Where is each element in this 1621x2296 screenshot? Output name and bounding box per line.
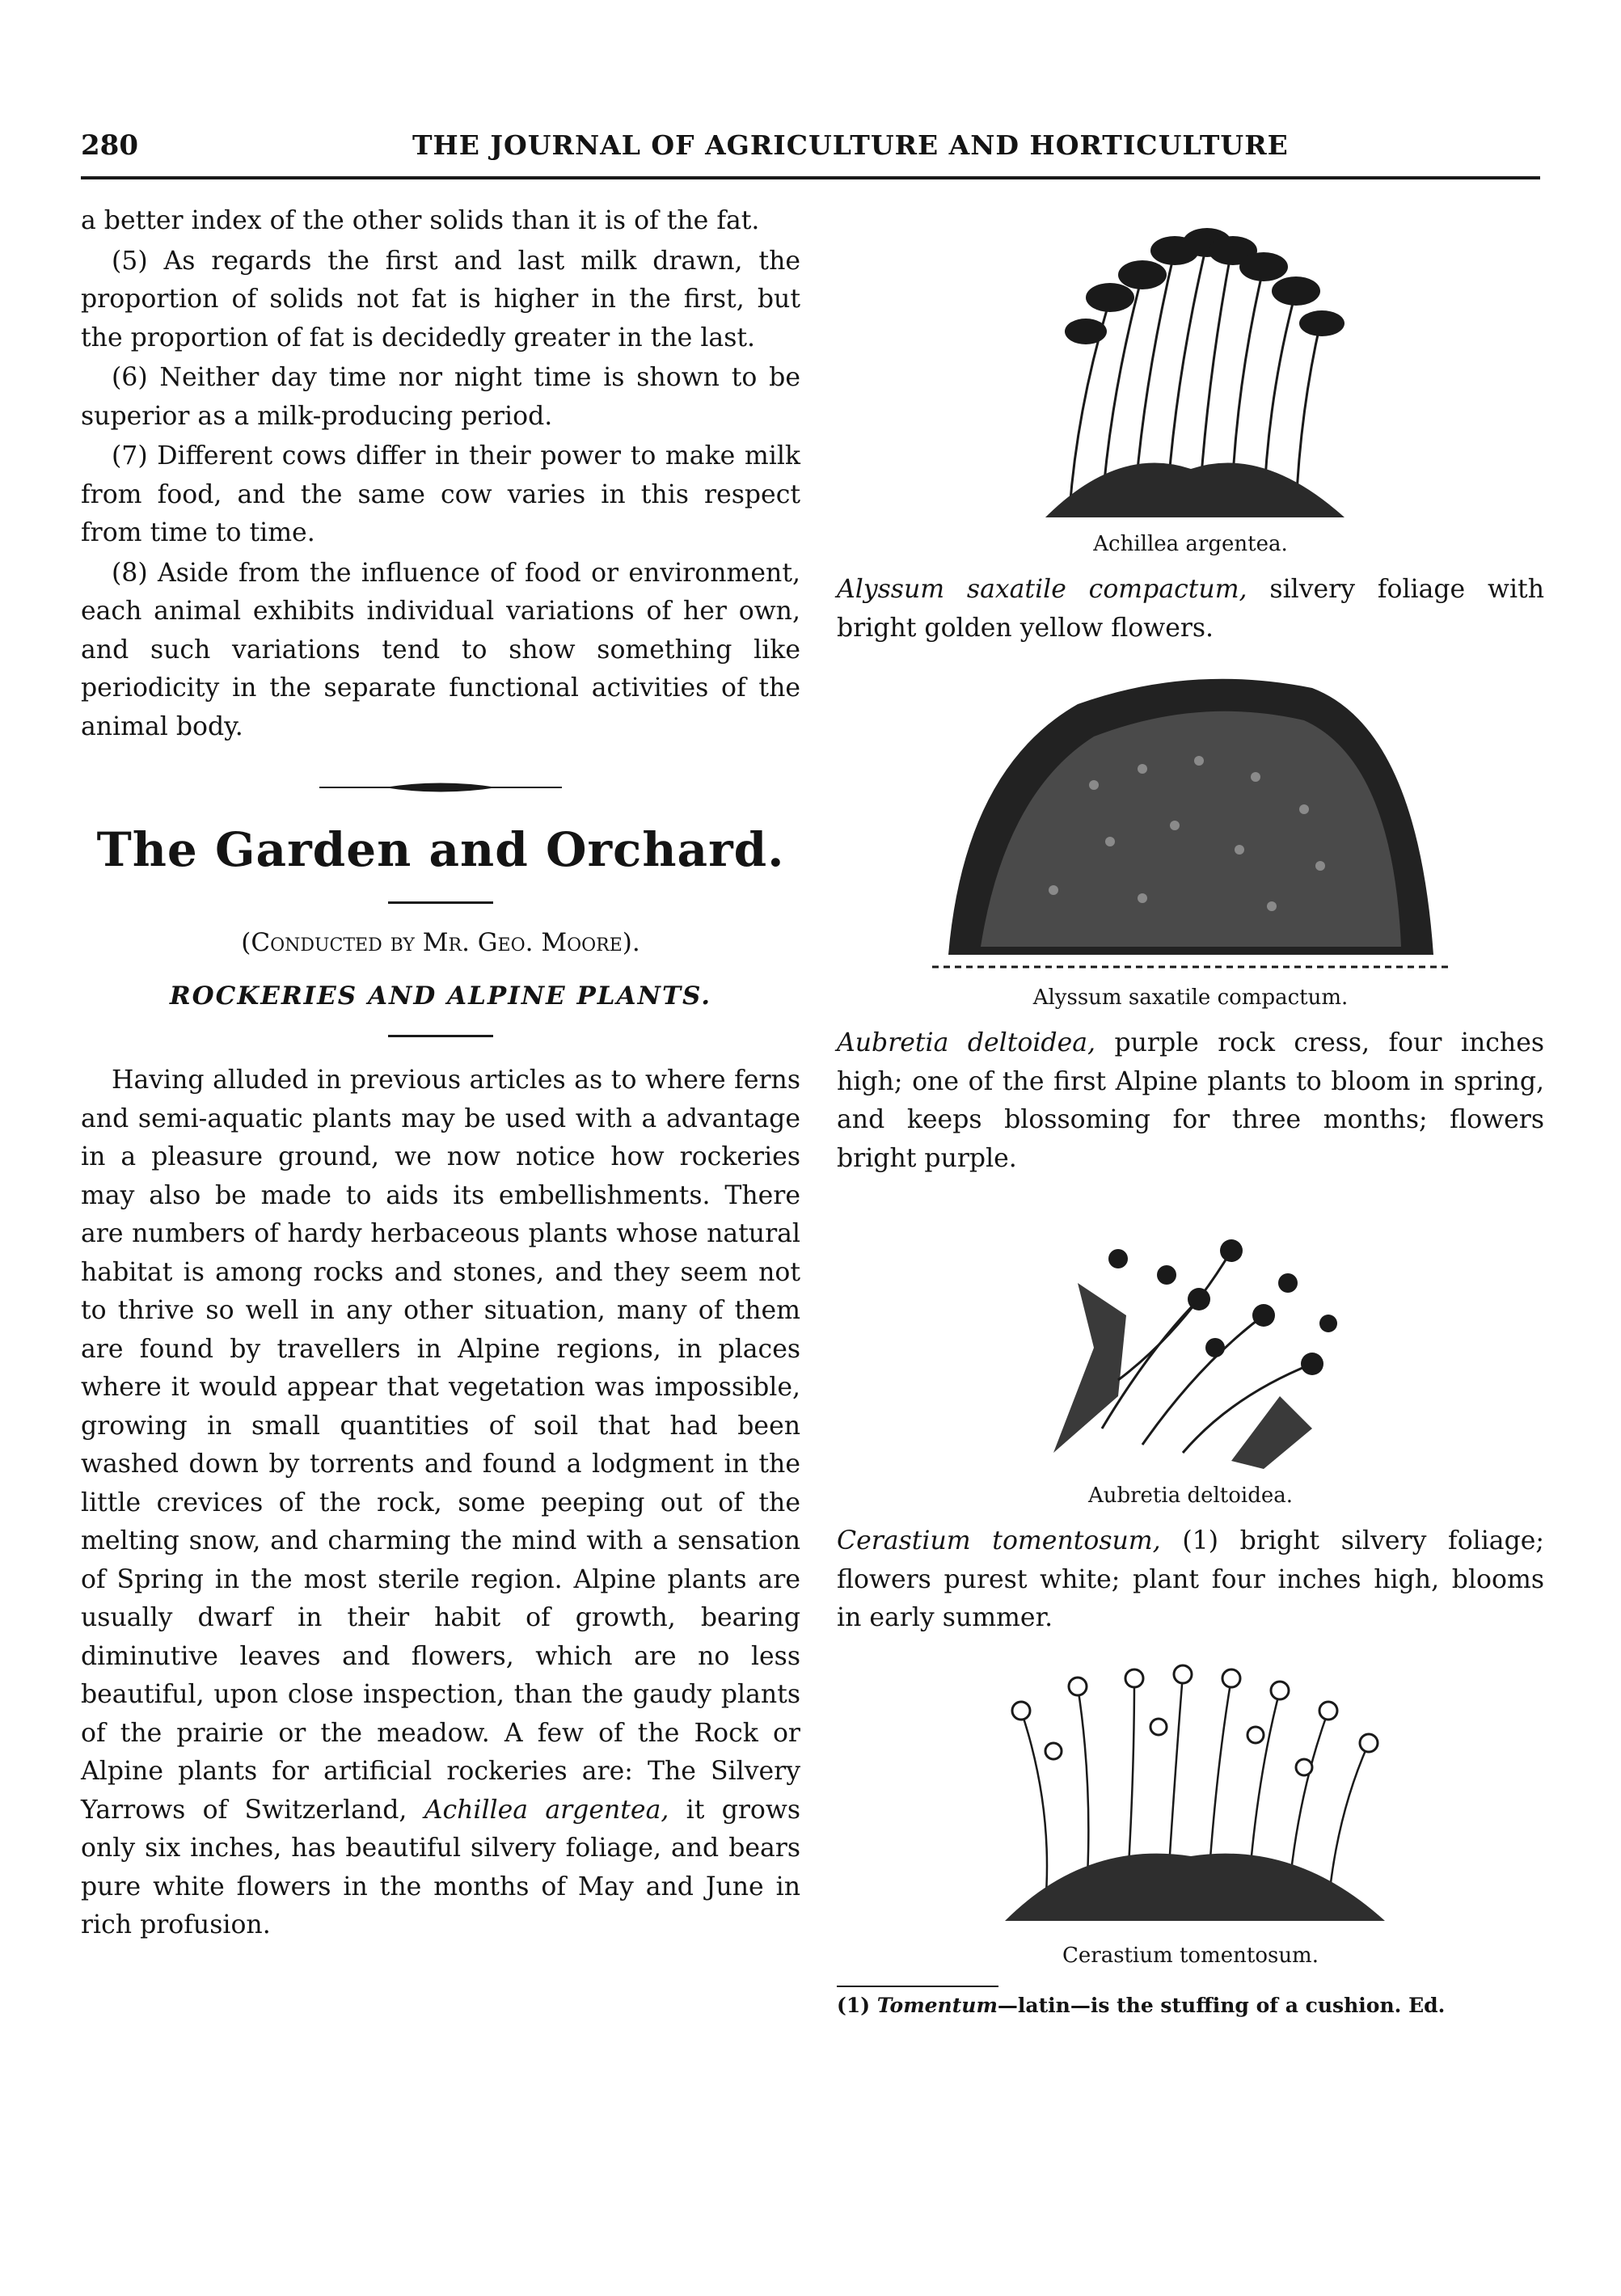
alyssum-caption: Alyssum saxatile compactum. — [1032, 986, 1349, 1010]
left-column — [81, 202, 800, 1947]
cerastium-illustration — [948, 1646, 1433, 1937]
page-number: 280 — [81, 129, 138, 162]
footnote-term: Tomentum — [876, 1993, 998, 2017]
running-head — [81, 129, 1540, 175]
cerastium-text: (1) bright silvery foliage; flowers purest white; plant four inches high, blooms in early summer. — [837, 1526, 1545, 1632]
article-body — [81, 1061, 800, 1945]
article-body-latin-name: Achillea argentea, — [424, 1795, 669, 1825]
paragraph-fat: a better index of the other solids than it is of the fat. — [81, 206, 760, 235]
subsection-title: ROCKERIES AND ALPINE PLANTS. — [169, 981, 712, 1011]
paragraph-point-7: (7) Different cows differ in their power to make milk from food, and the same cow varies in this respect from time to time. — [81, 441, 800, 547]
alyssum-latin-name: Alyssum saxatile compactum, — [837, 575, 1247, 604]
paragraph-point-5: (5) As regards the first and last milk drawn, the proportion of solids not fat is higher in the first, but the proportion of fat is decidedly greater in the last. — [81, 246, 800, 352]
section-ornament — [319, 775, 562, 800]
right-column — [837, 202, 1544, 2017]
alyssum-illustration — [932, 656, 1450, 979]
aubretia-description — [837, 1024, 1544, 1178]
achillea-caption: Achillea argentea. — [1093, 532, 1288, 556]
aubretia-caption: Aubretia deltoidea. — [1087, 1484, 1294, 1508]
article-body-end: it grows only six inches, has beautiful silvery foliage, and bears pure white flowers in the months of May and June in rich profusion. — [81, 1795, 801, 1939]
alyssum-description — [837, 571, 1544, 648]
cerastium-description — [837, 1522, 1544, 1638]
paragraph-point-6: (6) Neither day time nor night time is shown to be superior as a milk-producing period. — [81, 363, 800, 431]
footnote-marker: (1) — [837, 1993, 871, 2017]
achillea-illustration — [1021, 202, 1361, 525]
conducted-by: (Conducted by Mr. Geo. Moore). — [241, 928, 640, 957]
footnote-rule — [837, 1986, 998, 1987]
cerastium-latin-name: Cerastium tomentosum, — [837, 1526, 1161, 1555]
paragraph-point-8: (8) Aside from the influence of food or environment, each animal exhibits individual variations of her own, and such variations tend to show something like periodicity in the separate functional activities of the animal body. — [81, 558, 800, 741]
header-rule — [81, 176, 1540, 179]
subsection-rule — [388, 1035, 493, 1037]
running-title: THE JOURNAL OF AGRICULTURE AND HORTICULTURE — [412, 129, 1289, 161]
footnote-editor-sign: Ed. — [1408, 1993, 1446, 2017]
article-body-text: Having alluded in previous articles as to where ferns and semi-aquatic plants may be used with a advantage in a pleasure ground, we now notice how rockeries may also be made to aids its embellishments. There are numbers of hardy herbaceous plants whose natural habitat is among rocks and stones, and they seem not to thrive so well in any other situation, many of them are found by travellers in Alpine regions, in places where it would appear that vegetation was impossible, growing in small quantities of soil that had been washed down by torrents and found a lodgment in the little crevices of the rock, some peeping out of the melting snow, and charming the mind with a sensation of Spring in the most sterile region. Alpine plants are usually dwarf in their habit of growth, bearing diminutive leaves and flowers, which are no less beautiful, upon close inspection, than the gaudy plants of the prairie or the meadow. A few of the Rock or Alpine plants for artificial rockeries are: The Silvery Yarrows of Switzerland, — [81, 1066, 800, 1825]
cerastium-caption: Cerastium tomentosum. — [1062, 1943, 1319, 1968]
alyssum-text: silvery foliage with bright golden yellow flowers. — [837, 575, 1544, 643]
section-title: The Garden and Orchard. — [96, 822, 785, 877]
title-rule — [388, 901, 493, 904]
aubretia-text: purple rock cress, four inches high; one of the first Alpine plants to bloom in spring, and keeps blossoming for three months; flowers bright purple. — [837, 1028, 1544, 1173]
aubretia-latin-name: Aubretia deltoidea, — [837, 1028, 1096, 1057]
aubretia-illustration — [1021, 1186, 1361, 1477]
footnote — [837, 1994, 1544, 2017]
footnote-text: —latin—is the stuffing of a cushion. — [997, 1993, 1402, 2017]
